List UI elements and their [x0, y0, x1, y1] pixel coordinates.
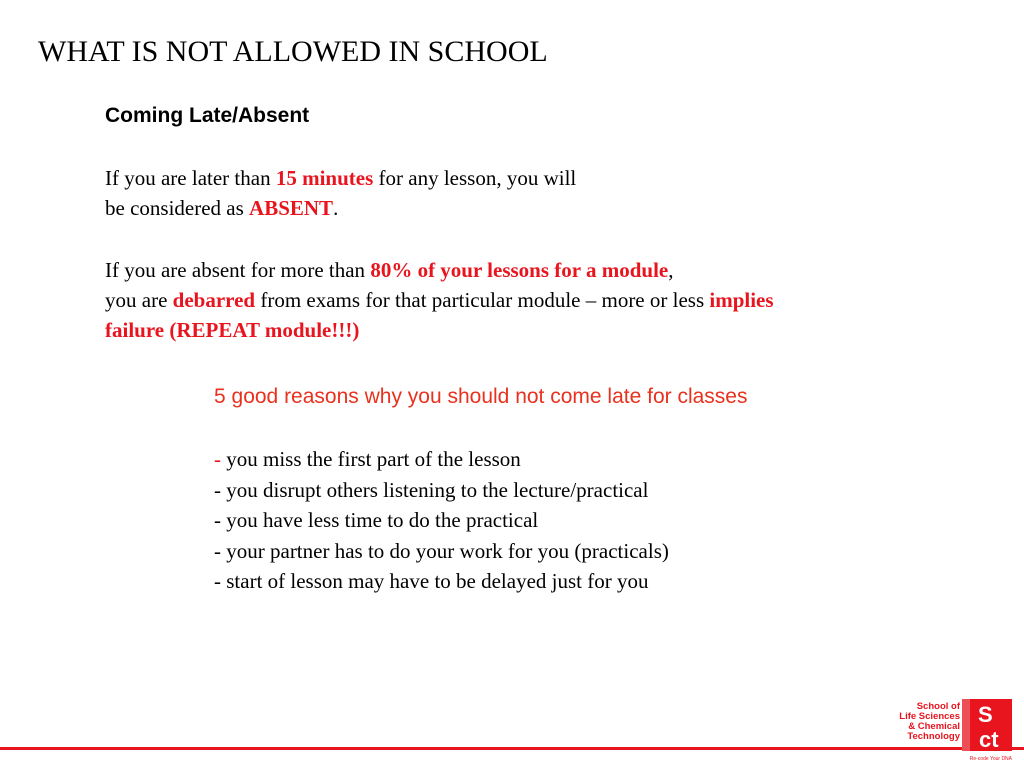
logo-name-line: Life Sciences: [899, 711, 960, 722]
absence-threshold-highlight: 80% of your lessons for a module: [370, 258, 669, 282]
bullet-dash: -: [214, 477, 227, 502]
section-heading: Coming Late/Absent: [105, 104, 310, 127]
logo-name-line: & Chemical: [908, 721, 960, 732]
bullet-dash: -: [214, 508, 227, 532]
logo-tagline: Re-code Your DNA: [969, 756, 1012, 762]
list-item: - start of lesson may have to be delayed just for you: [214, 569, 649, 593]
absence-rule-text: If you are absent for more than: [105, 258, 371, 282]
absent-highlight: ABSENT: [249, 196, 334, 220]
debarred-highlight: debarred: [172, 288, 256, 312]
footer-divider: [0, 747, 1024, 750]
logo-mark-ct: ct: [979, 727, 999, 752]
late-rule-paragraph: [105, 163, 985, 223]
list-item: - you have less time to do the practical: [214, 508, 539, 532]
bullet-dash: -: [214, 538, 227, 563]
logo-mark-stripe: [962, 699, 970, 751]
bullet-dash: -: [214, 569, 227, 593]
absence-rule-paragraph: [105, 255, 985, 345]
absence-rule-text: from exams for that particular module – more or less: [255, 288, 710, 312]
bullet-dash: -: [214, 447, 227, 471]
implies-highlight: implies: [709, 288, 774, 312]
late-rule-text: .: [333, 196, 339, 220]
school-logo: [892, 698, 1014, 762]
logo-name-line: Technology: [907, 731, 960, 742]
failure-highlight: failure (REPEAT module!!!): [105, 318, 360, 342]
absence-rule-text: ,: [668, 258, 674, 282]
logo-mark-s: S: [978, 702, 993, 727]
list-item: - you miss the first part of the lesson: [214, 447, 521, 471]
reasons-heading: 5 good reasons why you should not come late for classes: [214, 385, 748, 408]
absence-rule-text: you are: [105, 288, 173, 312]
list-item: - you disrupt others listening to the lecture/practical: [214, 477, 649, 502]
reasons-list: [214, 444, 669, 597]
late-threshold-highlight: 15 minutes: [275, 166, 374, 190]
late-rule-text: be considered as: [105, 196, 250, 220]
logo-name-line: School of: [916, 701, 960, 712]
slide-title: WHAT IS NOT ALLOWED IN SCHOOL: [38, 35, 548, 68]
list-item: - your partner has to do your work for you (practicals): [214, 538, 669, 563]
late-rule-text: If you are later than: [105, 166, 276, 190]
late-rule-text: for any lesson, you will: [373, 166, 577, 190]
